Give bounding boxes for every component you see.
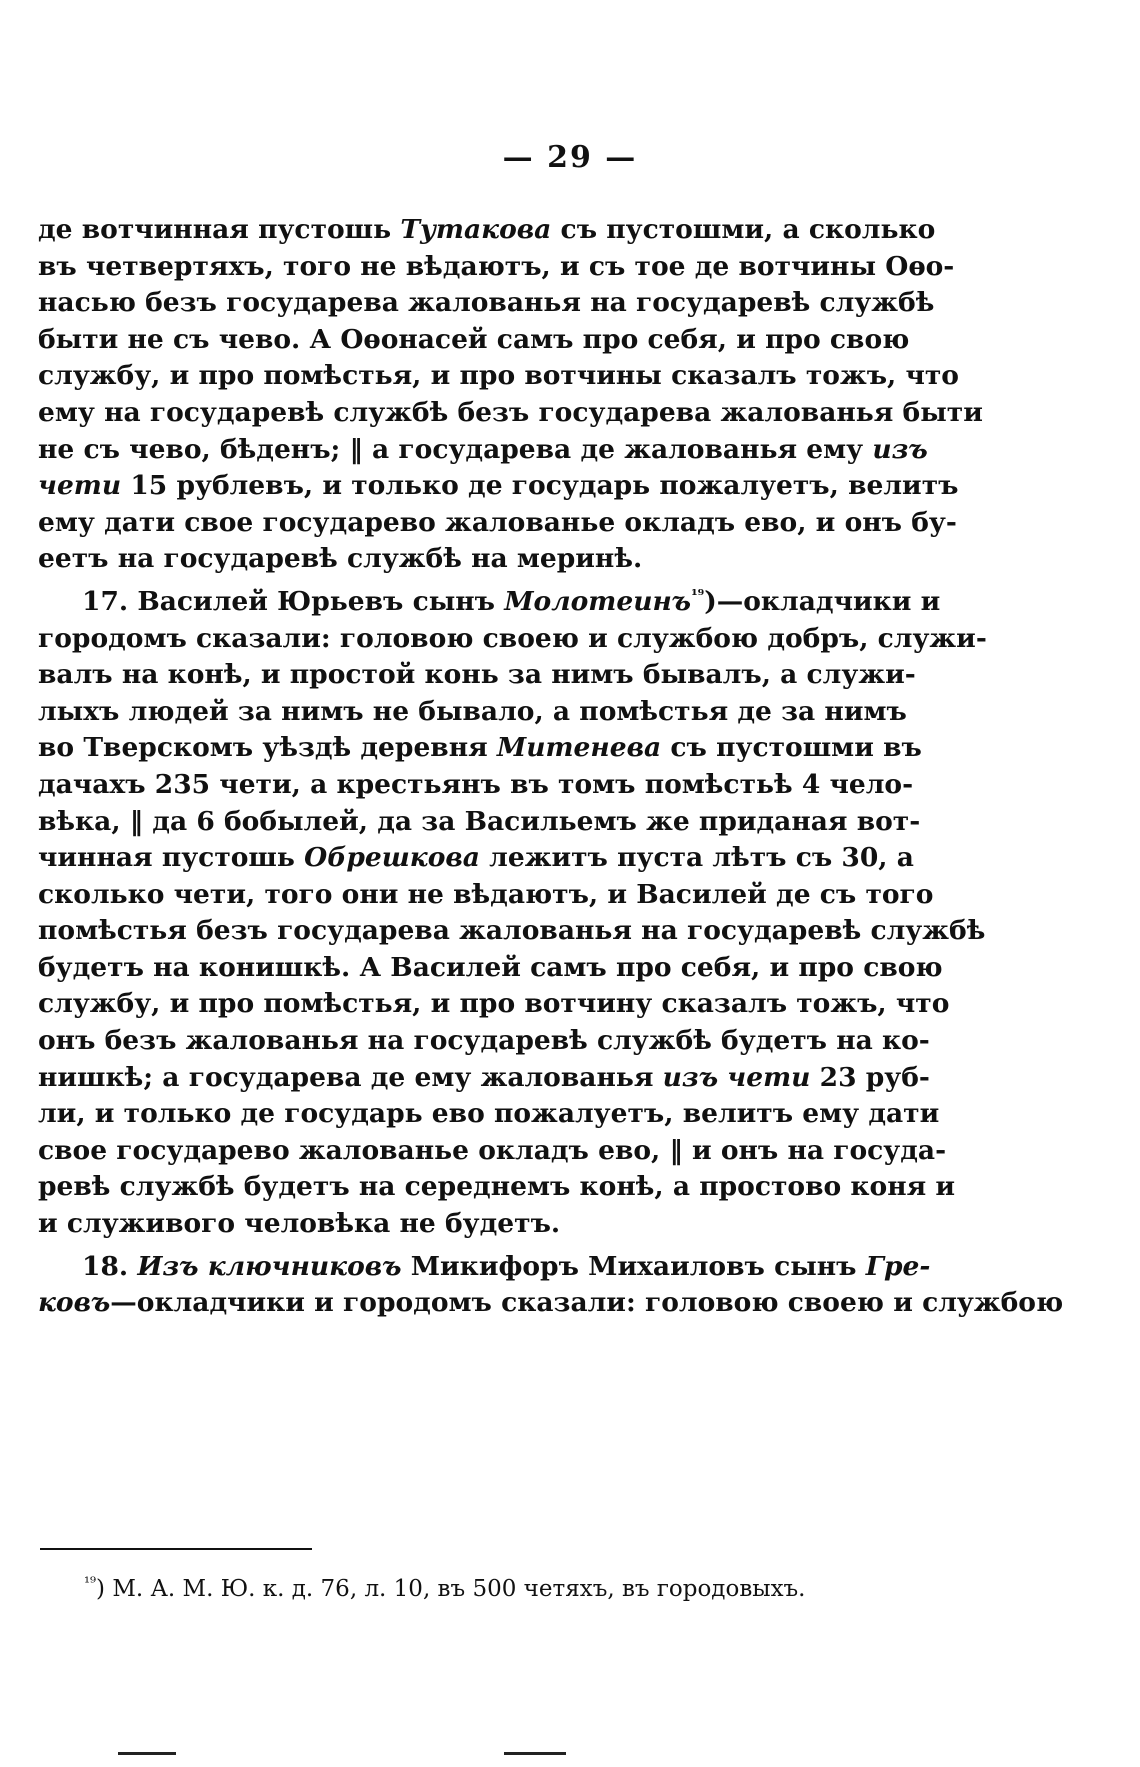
place-name: Тутакова <box>400 214 552 245</box>
text-line <box>38 840 914 877</box>
place-name: Обрешкова <box>304 842 480 874</box>
footnote-marker: ¹⁹ <box>84 1573 97 1592</box>
surname: Молотеинъ <box>504 585 692 617</box>
scan-artifact-left <box>118 1752 176 1755</box>
text-line: ревѣ службѣ будетъ на середнемъ конѣ, а простово коня и <box>38 1171 956 1203</box>
text-line: валъ на конѣ, и простой конь за нимъ бывалъ, а служи- <box>38 659 916 691</box>
text-segment: нишкѣ; а государева де ему жалованья <box>38 1061 663 1093</box>
text-line: будетъ на конишкѣ. А Василей самъ про себя, и про свою <box>38 951 943 983</box>
text-segment: 15 рублевъ, и только де государь пожалуетъ, велитъ <box>121 470 959 502</box>
text-segment: лежитъ пуста лѣтъ съ 30, а <box>479 842 914 874</box>
text-line: службу, и про помѣстья, и про вотчины сказалъ тожъ, что <box>38 360 959 392</box>
italic-term: изъ чети <box>662 1061 811 1093</box>
text-line: дачахъ 235 чети, а крестьянъ въ томъ помѣстьѣ 4 чело- <box>38 768 914 800</box>
place-name: Митенева <box>496 732 662 764</box>
scan-artifact-center <box>504 1752 566 1755</box>
entry-18-start <box>38 1249 931 1286</box>
text-line: въ четвертяхъ, того не вѣдаютъ, и съ тое де вотчины Оѳо- <box>38 250 955 282</box>
footnote-divider <box>40 1548 312 1550</box>
page-number: — 29 — <box>502 140 638 175</box>
text-line: лыхъ людей за нимъ не бывало, а помѣстья де за нимъ <box>38 695 907 727</box>
body-text <box>38 212 1064 1322</box>
text-line <box>38 730 922 767</box>
footnote <box>84 1574 805 1604</box>
italic-term: изъ <box>872 433 928 465</box>
text-line: ли, и только де государь ево пожалуетъ, велитъ ему дати <box>38 1098 940 1130</box>
text-line: свое государево жалованье окладъ ево, ‖ и онъ на госуда- <box>38 1134 947 1166</box>
text-segment: —окладчики и городомъ сказали: головою своею и службою <box>110 1287 1064 1319</box>
text-line: помѣстья безъ государева жалованья на государевѣ службѣ <box>38 915 986 947</box>
text-line: насью безъ государева жалованья на государевѣ службѣ <box>38 287 935 319</box>
text-segment: не съ чево, бѣденъ; ‖ а государева де жалованья ему <box>38 433 873 465</box>
italic-term: чети <box>38 470 122 502</box>
footnote-text: ) М. А. М. Ю. к. д. 76, л. 10, въ 500 четяхъ, въ городовыхъ. <box>96 1576 806 1602</box>
text-segment: съ пустошми въ <box>661 732 922 764</box>
text-segment: съ пустошми, а сколько <box>551 214 936 245</box>
text-line: службу, и про помѣстья, и про вотчину сказалъ тожъ, что <box>38 988 950 1020</box>
text-line <box>38 1060 930 1097</box>
surname: Гре- <box>865 1250 931 1282</box>
text-line: онъ безъ жалованья на государевѣ службѣ будетъ на ко- <box>38 1025 930 1057</box>
text-line: городомъ сказали: головою своею и службою добръ, служи- <box>38 622 987 654</box>
italic-term: Изъ ключниковъ <box>137 1250 402 1282</box>
text-segment: 18. <box>82 1250 138 1282</box>
entry-17-start <box>38 584 941 621</box>
text-line <box>38 212 936 249</box>
text-line <box>38 468 959 505</box>
text-segment: Микифоръ Михаиловъ сынъ <box>401 1250 866 1282</box>
text-segment: 23 руб- <box>810 1061 930 1093</box>
text-line: и служивого человѣка не будетъ. <box>38 1208 561 1240</box>
text-line: вѣка, ‖ да 6 бобылей, да за Васильемъ же приданая вот- <box>38 805 921 837</box>
text-segment: )—окладчики и <box>704 585 941 617</box>
text-line: быти не съ чево. А Оѳонасей самъ про себя, и про свою <box>38 323 910 355</box>
text-line: ему дати свое государево жалованье окладъ ево, и онъ бу- <box>38 506 957 538</box>
text-segment: 17. Василей Юрьевъ сынъ <box>82 585 505 617</box>
text-segment: де вотчинная пустошь <box>38 214 401 245</box>
text-segment: во Тверскомъ уѣздѣ деревня <box>38 732 497 764</box>
surname: ковъ <box>38 1287 111 1319</box>
text-line: сколько чети, того они не вѣдаютъ, и Василей де съ того <box>38 878 934 910</box>
text-line <box>38 432 928 469</box>
text-segment: чинная пустошь <box>38 842 305 874</box>
footnote-ref: ¹⁹ <box>691 586 705 605</box>
text-line: ему на государевѣ службѣ безъ государева жалованья быти <box>38 396 983 428</box>
text-line: еетъ на государевѣ службѣ на меринѣ. <box>38 543 643 575</box>
text-line <box>38 1285 1064 1322</box>
